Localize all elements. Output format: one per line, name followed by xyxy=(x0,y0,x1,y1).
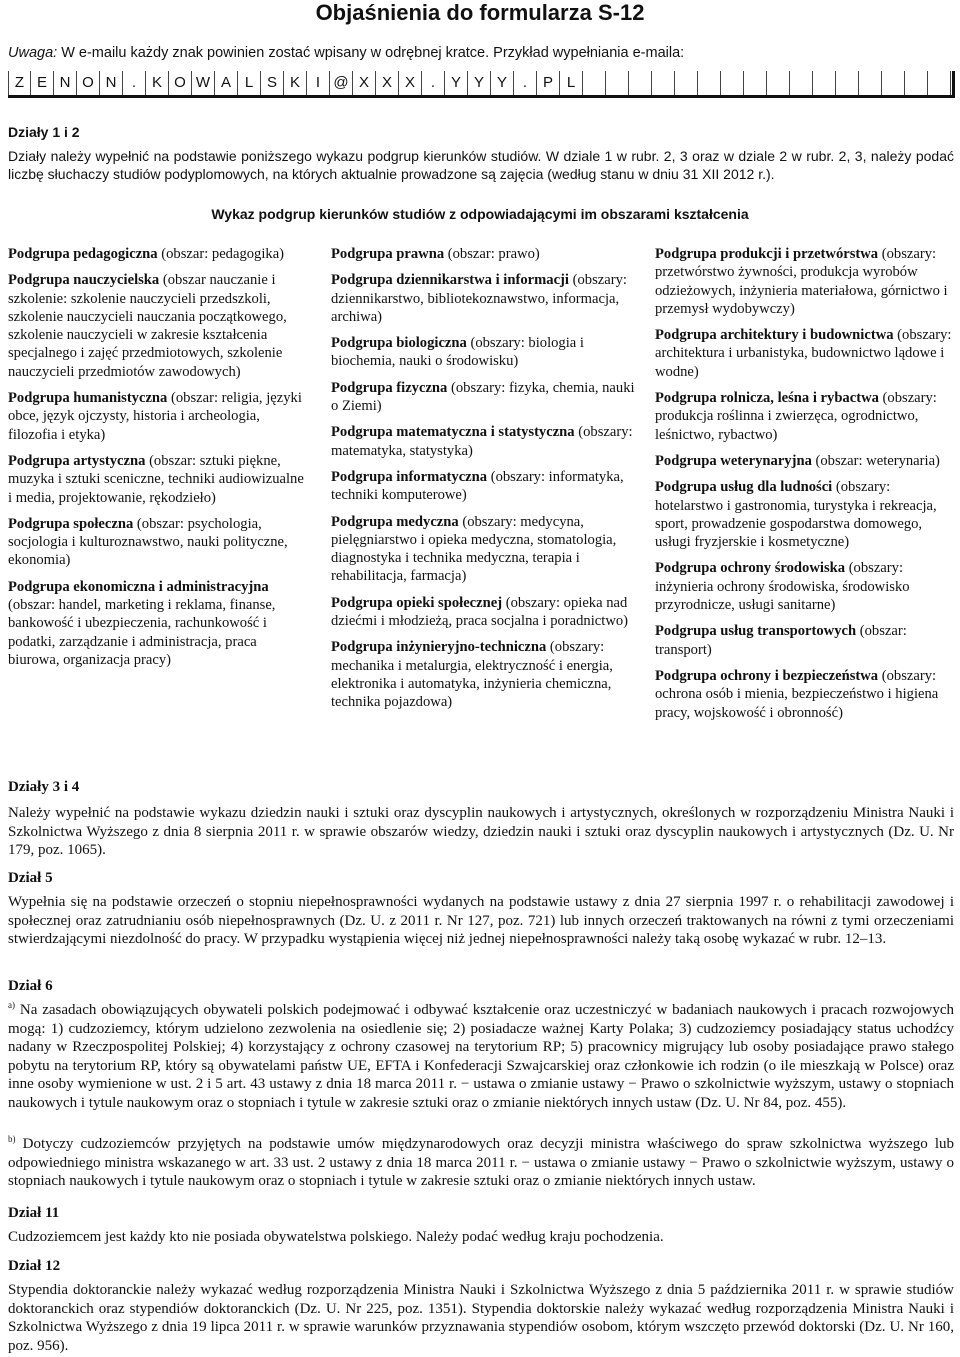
section-5-text: Wypełnia się na podstawie orzeczeń o stopniu niepełnosprawności wydanych na podstawie ustawy z dnia 27 sierpnia 1997 r. o rehabilitacji zawodowej i społecznej oraz zatrudnianiu osób niepełnosprawnych (Dz. U. z 2011 r. Nr 127, poz. 721) lub innych orzeczeń traktowanych na równi z tymi orzeczeniami stwierdzającymi niezdolność do pracy. W przypadku wystąpienia więcej niż jednej niepełnosprawności należy taką osobę wykazać w rubr. 12–13. xyxy=(8,894,954,948)
section-5-heading: Dział 5 xyxy=(8,870,53,886)
email-char-cell xyxy=(629,71,652,95)
email-char-cell: L xyxy=(560,71,583,95)
subgroup-areas: (obszary: opieka nad dziećmi i młodzieżą, praca socjalna i poradnictwo) xyxy=(331,594,629,630)
section-12-text: Stypendia doktoranckie należy wykazać według rozporządzenia Ministra Nauki i Szkolnictwa Wyższego z dnia 5 października 2011 r. w sprawie studiów doktoranckich oraz stypendiów doktoranckich (Dz. U. Nr 225, poz. 1351). Stypendia doktorskie należy wykazać według rozporządzenia Ministra Nauki i Szkolnictwa Wyższego z dnia 19 lipca 2011 r. w sprawie warunków przyznawania stypendiów osobom, którym wszczęto przewód doktorski (Dz. U. Nr 160, poz. 956). xyxy=(8,1282,954,1354)
email-char-cell xyxy=(652,71,675,95)
section-3-4-text: Należy wypełnić na podstawie wykazu dziedzin nauki i sztuki oraz dyscyplin naukowych i artystycznych, określonych w rozporządzeniu Ministra Nauki i Szkolnictwa Wyższego z dnia 8 sierpnia 2011 r. w sprawie obszarów wiedzy, dziedzin nauki i sztuki oraz dyscyplin naukowych i artystycznych (Dz. U. Nr 179, poz. 1065). xyxy=(8,805,954,859)
email-char-cell: . xyxy=(123,71,146,95)
subgroup-name: Podgrupa ochrony środowiska xyxy=(655,560,846,577)
email-char-cell: P xyxy=(537,71,560,95)
subgroup-areas: (obszar: pedagogika) xyxy=(157,246,285,262)
subgroup-name: Podgrupa biologiczna xyxy=(331,335,467,352)
email-char-cell: Z xyxy=(8,71,31,95)
subgroup-name: Podgrupa usług dla ludności xyxy=(655,479,833,496)
section-3-4-heading: Działy 3 i 4 xyxy=(8,779,80,795)
email-warning xyxy=(8,44,684,63)
subgroup-name: Podgrupa medyczna xyxy=(331,513,459,530)
subgroup-entry xyxy=(8,515,310,570)
email-char-cell xyxy=(606,71,629,95)
subgroup-entry xyxy=(655,667,953,722)
subgroup-name: Podgrupa produkcji i przetwórstwa xyxy=(655,246,879,262)
subgroup-areas: (obszary: inżynieria ochrony środowiska, środowisko przyrodnicze, usługi sanitarne) xyxy=(655,560,910,614)
note-a-marker: a) xyxy=(8,1000,15,1010)
subgroup-entry xyxy=(8,389,310,444)
subgroup-areas: (obszary: produkcja roślinna i zwierzęca, ogrodnictwo, leśnictwo, rybactwo) xyxy=(655,390,937,443)
subgroup-entry xyxy=(331,271,639,326)
subgroup-name: Podgrupa rolnicza, leśna i rybactwa xyxy=(655,390,879,407)
subgroup-areas: (obszary: medycyna, pielęgniarstwo i opieka medyczna, stomatologia, diagnostyka i technika medyczna, terapia i rehabilitacja, farmacja) xyxy=(331,513,617,585)
subgroup-areas: (obszar: weterynaria) xyxy=(811,452,940,469)
email-char-cell: Y xyxy=(491,71,514,95)
email-char-cell: W xyxy=(192,71,215,95)
subgroup-entry xyxy=(331,334,639,371)
email-char-cell xyxy=(675,71,698,95)
subgroup-entry xyxy=(655,478,953,551)
email-char-cell: N xyxy=(54,71,77,95)
subgroup-name: Podgrupa inżynieryjno-techniczna xyxy=(331,639,547,656)
subgroup-entry xyxy=(655,389,953,444)
list-title: Wykaz podgrup kierunków studiów z odpowiadającymi im obszarami kształcenia xyxy=(211,206,749,222)
subgroup-areas: (obszar nauczanie i szkolenie: szkolenie nauczycieli przedszkoli, szkolenie nauczycieli nauczania początkowego, szkolenie nauczycieli w zakresie kształcenia specjalnego i zajęć przedmiotowych, szkolenie nauczycieli przedmiotów zawodowych) xyxy=(8,272,287,380)
email-char-cell: S xyxy=(261,71,284,95)
subgroup-name: Podgrupa nauczycielska xyxy=(8,272,160,289)
email-char-cell: Y xyxy=(468,71,491,95)
subgroup-name: Podgrupa artystyczna xyxy=(8,452,146,469)
section-11-text: Cudzoziemcem jest każdy kto nie posiada obywatelstwa polskiego. Należy podać według kraju pochodzenia. xyxy=(8,1229,664,1245)
email-char-cell: K xyxy=(146,71,169,95)
email-char-cell: I xyxy=(307,71,330,95)
email-char-cell xyxy=(882,71,905,95)
subgroup-entry xyxy=(331,379,639,416)
subgroup-name: Podgrupa informatyczna xyxy=(331,468,488,485)
warning-label: Uwaga: xyxy=(8,45,58,61)
subgroup-entry xyxy=(8,578,310,669)
email-char-cell xyxy=(928,71,951,95)
email-char-cell: N xyxy=(100,71,123,95)
subgroup-entry xyxy=(655,452,953,470)
warning-text: W e-mailu każdy znak powinien zostać wpisany w odrębnej kratce. Przykład wypełniania e-maila: xyxy=(57,45,685,61)
subgroup-entry xyxy=(331,468,639,505)
note-a-text: Na zasadach obowiązujących obywateli polskich podejmować i odbywać kształcenie oraz uczestniczyć w badaniach naukowych i pracach rozwojowych mogą: 1) cudzoziemcy, którym udzielono zezwolenia na osiedlenie się; 2) posiadacze ważnej Karty Polaka; 3) cudzoziemcy posiadający status uchodźcy nadany w Rzeczpospolitej Polskiej; 4) korzystający z ochrony czasowej na terytorium RP; 5) pracownicy migrujący lub osoby posiadające prawo stałego pobytu na terytorium RP, który są obywatelami państw UE, EFTA i Konfederacji Szwajcarskiej oraz członkowie ich rodzin (o ile mieszkają w Polsce) oraz inne osoby wymienione w ust. 2 i 5 art. 43 ustawy z dnia 18 marca 2011 r. − ustawa o zmianie ustawy − Prawo o szkolnictwie wyższym, ustawy o stopniach naukowych i tytule naukowym oraz o stopniach i tytule w zakresie sztuki oraz o zmianie niektórych innych ustaw (Dz. U. Nr 84, poz. 455). xyxy=(8,1002,954,1111)
subgroup-name: Podgrupa dziennikarstwa i informacji xyxy=(331,272,569,289)
email-char-cell: L xyxy=(238,71,261,95)
email-char-cell xyxy=(859,71,882,95)
subgroup-name: Podgrupa fizyczna xyxy=(331,379,448,396)
subgroup-areas: (obszary: matematyka, statystyka) xyxy=(331,424,633,459)
subgroup-areas: (obszar: sztuki piękne, muzyka i sztuki sceniczne, techniki audiowizualne i media, projektowanie, rękodzieło) xyxy=(8,452,304,506)
section-6-note-a xyxy=(8,1001,954,1113)
email-char-cell xyxy=(583,71,606,95)
subgroup-areas: (obszar: religia, języki obce, język ojczysty, historia i archeologia, filozofia i etyka) xyxy=(8,390,302,443)
email-char-cell: A xyxy=(215,71,238,95)
subgroup-name: Podgrupa architektury i budownictwa xyxy=(655,327,894,344)
email-char-cell xyxy=(790,71,813,95)
section-11-heading: Dział 11 xyxy=(8,1205,60,1221)
section-12-heading: Dział 12 xyxy=(8,1258,61,1274)
note-b-text: Dotyczy cudzoziemców przyjętych na podstawie umów międzynarodowych oraz decyzji ministra właściwego do spraw szkolnictwa wyższego lub odpowiedniego ministra wskazanego w art. 33 ust. 2 ustawy z dnia 18 marca 2011 r. − ustawa o zmianie ustawy − Prawo o szkolnictwie wyższym, ustawy o stopniach naukowych i tytule naukowym oraz o stopniach i tytule w zakresie sztuki oraz o zmianie niektórych innych ustaw. xyxy=(8,1136,954,1190)
subgroup-areas: (obszary: biologia i biochemia, nauki o środowisku) xyxy=(331,335,584,370)
section-6-heading: Dział 6 xyxy=(8,978,53,994)
subgroup-entry xyxy=(331,245,639,263)
subgroup-name: Podgrupa pedagogiczna xyxy=(8,246,158,262)
email-char-cell: . xyxy=(422,71,445,95)
subgroup-areas: (obszar: transport) xyxy=(655,623,907,658)
email-char-cell: X xyxy=(376,71,399,95)
subgroup-name: Podgrupa matematyczna i statystyczna xyxy=(331,424,575,441)
subgroup-entry xyxy=(655,559,953,614)
subgroup-name: Podgrupa społeczna xyxy=(8,515,134,532)
subgroup-name: Podgrupa ochrony i bezpieczeństwa xyxy=(655,667,879,684)
subgroup-entry xyxy=(655,622,953,659)
subgroup-entry xyxy=(8,271,310,381)
email-char-cell xyxy=(721,71,744,95)
subgroup-areas: (obszary: ochrona osób i mienia, bezpieczeństwo i higiena pracy, wojskowość i obronność) xyxy=(655,667,939,721)
email-char-cell: X xyxy=(399,71,422,95)
subgroup-areas: (obszar: prawo) xyxy=(444,246,540,262)
column-left xyxy=(8,245,310,677)
subgroup-name: Podgrupa opieki społecznej xyxy=(331,594,503,611)
email-char-cell: E xyxy=(31,71,54,95)
email-char-cell xyxy=(698,71,721,95)
subgroup-areas: (obszary: dziennikarstwo, bibliotekoznawstwo, informacja, archiwa) xyxy=(331,272,627,325)
subgroup-name: Podgrupa ekonomiczna i administracyjna xyxy=(8,578,269,595)
subgroup-entry xyxy=(331,513,639,586)
email-char-cell xyxy=(744,71,767,95)
subgroup-areas: (obszary: architektura i urbanistyka, budownictwo lądowe i wodne) xyxy=(655,327,952,380)
email-char-cell: O xyxy=(169,71,192,95)
subgroup-entry xyxy=(331,423,639,460)
note-b-marker: b) xyxy=(8,1134,16,1144)
subgroup-name: Podgrupa humanistyczna xyxy=(8,390,168,407)
email-char-cell xyxy=(813,71,836,95)
subgroup-areas: (obszary: przetwórstwo żywności, produkcja wyrobów odzieżowych, inżynieria materiałowa, górnictwo i przemysł wydobywczy) xyxy=(655,246,948,317)
column-middle xyxy=(331,245,639,720)
email-char-cell: Y xyxy=(445,71,468,95)
subgroup-name: Podgrupa usług transportowych xyxy=(655,623,857,640)
subgroup-entry xyxy=(8,452,310,507)
subgroup-entry xyxy=(331,594,639,631)
email-char-cell: . xyxy=(514,71,537,95)
email-char-cell: X xyxy=(353,71,376,95)
page-title: Objaśnienia do formularza S-12 xyxy=(315,0,645,25)
email-char-cell: @ xyxy=(330,71,353,95)
email-char-cell xyxy=(836,71,859,95)
column-right xyxy=(655,245,953,730)
subgroup-areas: (obszar: handel, marketing i reklama, finanse, bankowość i ubezpieczenia, rachunkowość i podatki, zarządzanie i administracja, praca biurowa, organizacja pracy) xyxy=(8,597,276,668)
section-1-2-heading: Działy 1 i 2 xyxy=(8,124,80,140)
subgroup-entry xyxy=(8,245,310,263)
subgroup-entry xyxy=(655,326,953,381)
email-char-cell: K xyxy=(284,71,307,95)
email-char-cell xyxy=(905,71,928,95)
subgroup-areas: (obszary: informatyka, techniki komputerowe) xyxy=(331,468,624,504)
email-example-grid xyxy=(8,71,955,98)
subgroup-areas: (obszar: psychologia, socjologia i kulturoznawstwo, nauki polityczne, ekonomia) xyxy=(8,515,288,569)
subgroup-areas: (obszary: fizyka, chemia, nauki o Ziemi) xyxy=(331,379,635,415)
subgroup-entry xyxy=(655,245,953,318)
subgroup-name: Podgrupa weterynaryjna xyxy=(655,452,812,469)
section-6-note-b xyxy=(8,1135,954,1191)
subgroup-entry xyxy=(331,638,639,711)
subgroup-areas: (obszary: hotelarstwo i gastronomia, turystyka i rekreacja, sport, prowadzenie gospodarstwa domowego, usługi fryzjerskie i kosmetyczne) xyxy=(655,479,937,551)
subgroup-areas: (obszary: mechanika i metalurgia, elektryczność i energia, elektronika i automatyka, inżynieria chemiczna, technika pojazdowa) xyxy=(331,639,613,711)
subgroup-name: Podgrupa prawna xyxy=(331,246,445,262)
email-char-cell: O xyxy=(77,71,100,95)
email-char-cell xyxy=(767,71,790,95)
section-1-2-text: Działy należy wypełnić na podstawie poniższego wykazu podgrup kierunków studiów. W dziale 1 w rubr. 2, 3 oraz w dziale 2 w rubr. 2, 3, należy podać liczbę słuchaczy studiów podyplomowych, na których aktualnie prowadzone są zajęcia (według stanu w dniu 31 XII 2012 r.). xyxy=(8,148,954,182)
